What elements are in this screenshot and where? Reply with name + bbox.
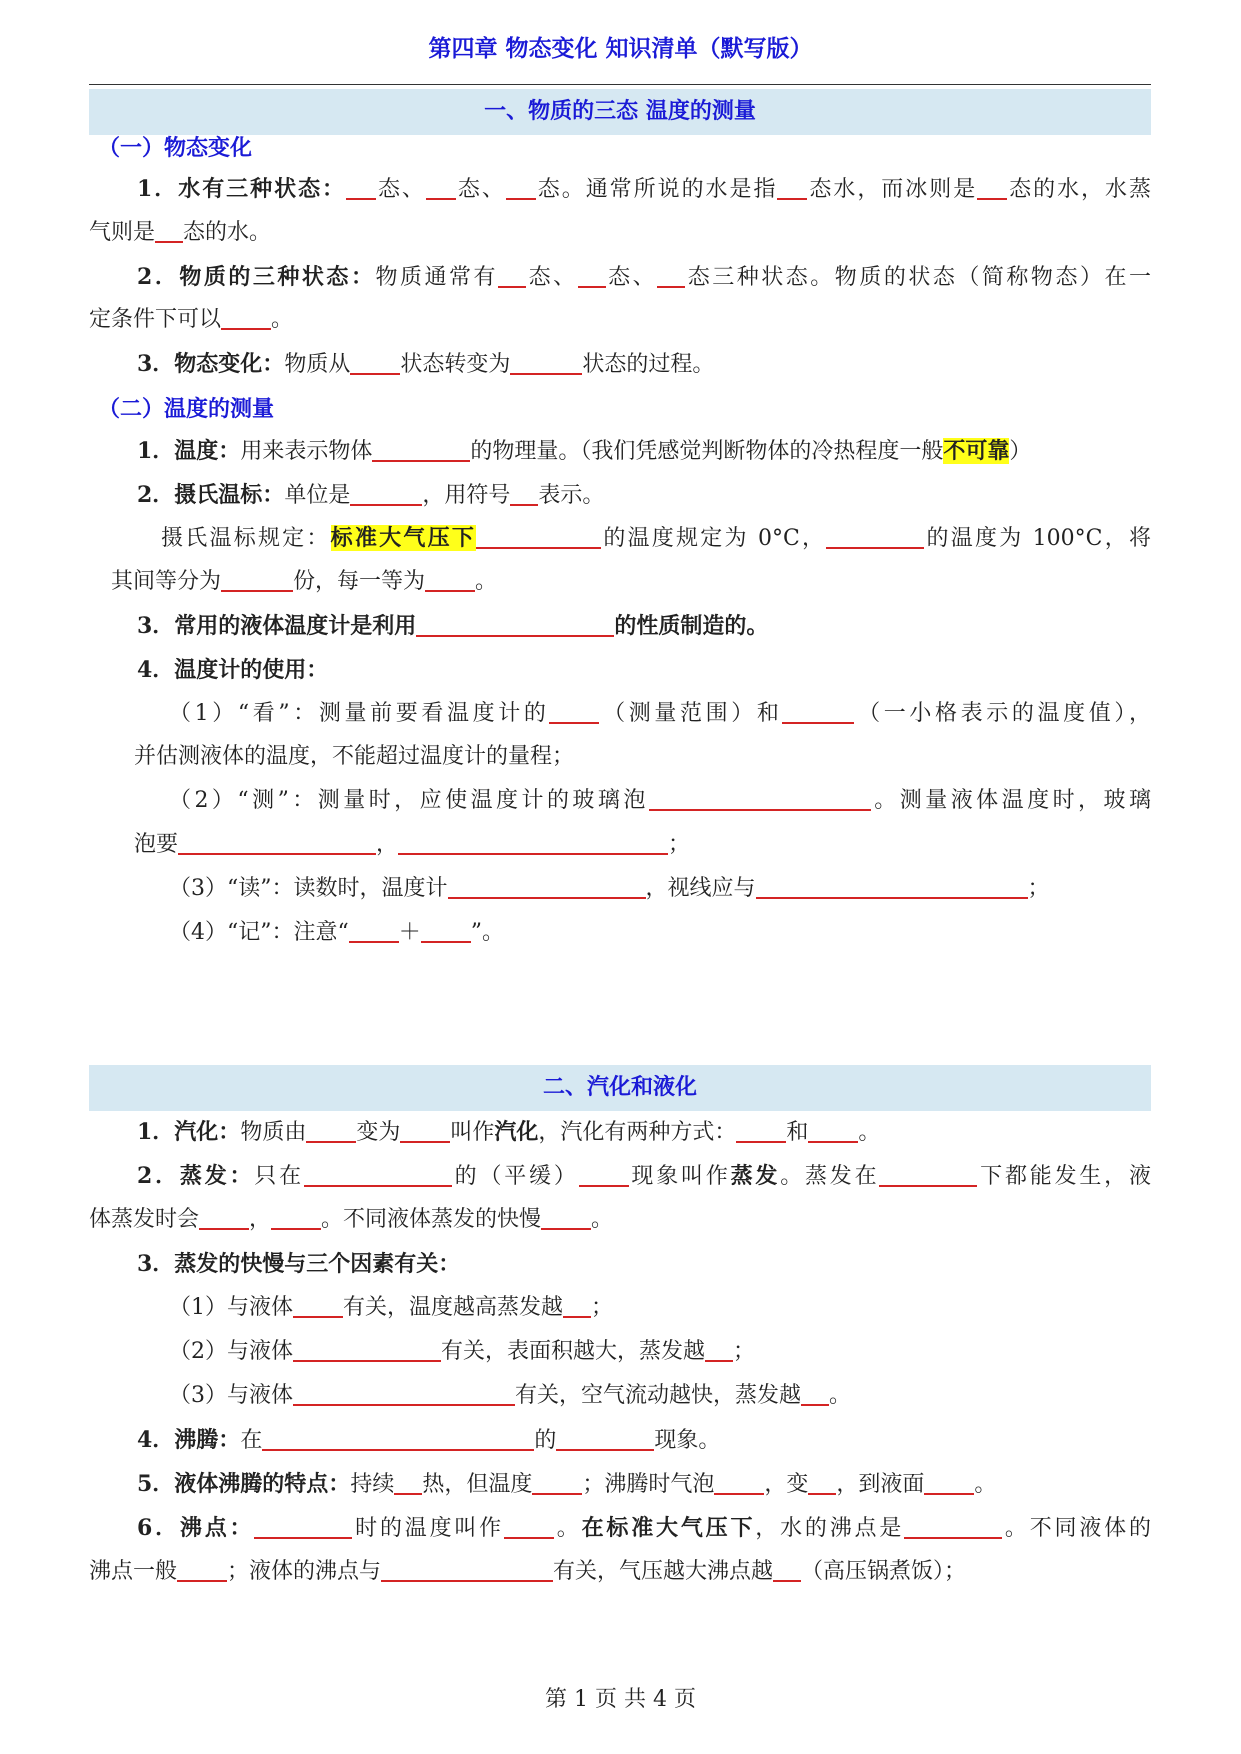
blank[interactable] [714,1471,764,1495]
text-line: 2．物质的三种状态：物质通常有 态、 态、 态三种状态。物质的状态（简称物态）在一 [137,264,1151,290]
blank[interactable] [826,525,924,549]
text-line: （1）与液体 有关，温度越高蒸发越 ； [169,1295,614,1320]
blank[interactable] [178,831,376,855]
blank[interactable] [579,1163,629,1187]
text-line: 定条件下可以 。 [89,307,294,332]
blank[interactable] [398,831,668,855]
blank[interactable] [421,919,471,943]
blank[interactable] [271,1206,321,1230]
blank[interactable] [578,264,606,288]
text-line: 4．沸腾：在 的 现象。 [137,1427,721,1453]
blank[interactable] [381,1558,553,1582]
blank[interactable] [304,1163,452,1187]
blank[interactable] [221,306,271,330]
blank[interactable] [262,1427,534,1451]
blank[interactable] [510,482,538,506]
blank[interactable] [448,875,646,899]
blank[interactable] [879,1163,977,1187]
blank[interactable] [904,1515,1002,1539]
highlight: 不可靠 [943,438,1010,464]
page-footer: 第 1 页 共 4 页 [545,1687,696,1712]
blank[interactable] [254,1515,352,1539]
blank[interactable] [808,1119,858,1143]
blank[interactable] [532,1471,582,1495]
blank[interactable] [736,1119,786,1143]
text-line: 并估测液体的温度，不能超过温度计的量程； [134,744,575,769]
blank[interactable] [199,1206,249,1230]
blank[interactable] [808,1471,836,1495]
blank[interactable] [426,176,456,200]
text-line: 5．液体沸腾的特点：持续 热，但温度 ；沸腾时气泡 ，变 ，到液面 。 [137,1471,997,1497]
blank[interactable] [155,219,183,243]
text-line: （4）“记”：注意“ ＋ ”。 [169,920,505,945]
text-line: （1）“看”：测量前要看温度计的 （测量范围）和 （一小格表示的温度值）， [169,701,1151,726]
blank[interactable] [541,1206,591,1230]
text-line: 体蒸发时会 ， 。不同液体蒸发的快慢 。 [89,1207,614,1232]
blank[interactable] [549,700,599,724]
blank[interactable] [425,568,475,592]
text-line: 气则是 态的水。 [89,220,272,245]
blank[interactable] [782,700,854,724]
highlight: 标准大气压下 [330,525,477,551]
blank[interactable] [506,176,536,200]
blank[interactable] [777,176,807,200]
blank[interactable] [416,613,614,637]
blank[interactable] [306,1119,356,1143]
blank[interactable] [498,264,526,288]
text-line: （2）“测”：测量时，应使温度计的玻璃泡 。测量液体温度时，玻璃 [169,788,1151,813]
text-line: 其间等分为 份，每一等为 。 [111,569,498,594]
text-line: 6．沸点： 时的温度叫作 。在标准大气压下，水的沸点是 。不同液体的 [137,1515,1151,1541]
text-line: 泡要 ， ； [134,832,691,857]
blank[interactable] [924,1471,974,1495]
blank[interactable] [773,1558,801,1582]
text-line: （3）“读”：读数时，温度计 ，视线应与 ； [169,876,1050,901]
blank[interactable] [400,1119,450,1143]
blank[interactable] [293,1338,441,1362]
blank[interactable] [293,1382,515,1406]
text-line: 2．蒸发：只在 的（平缓） 现象叫作蒸发。蒸发在 下都能发生，液 [137,1163,1151,1189]
text-line: 2．摄氏温标：单位是 ，用符号 表示。 [137,482,605,508]
text-line: 1．水有三种状态： 态、 态、 态。通常所说的水是指 态水，而冰则是 态的水，水蒸 [137,176,1151,202]
blank[interactable] [556,1427,654,1451]
blank[interactable] [350,351,400,375]
subsection-heading-a: （一）物态变化 [98,136,253,161]
document-title: 第四章 物态变化 知识清单（默写版） [428,36,813,62]
blank[interactable] [372,438,470,462]
blank[interactable] [350,482,422,506]
blank[interactable] [756,875,1028,899]
text-line: 3．物态变化：物质从 状态转变为 状态的过程。 [137,351,715,377]
blank[interactable] [504,1515,554,1539]
text-line: 沸点一般 ；液体的沸点与 有关，气压越大沸点越 （高压锅煮饭）； [89,1559,967,1584]
text-line: 3．蒸发的快慢与三个因素有关： [137,1251,461,1277]
section-heading-1: 一、物质的三态 温度的测量 [89,89,1151,135]
blank[interactable] [977,176,1007,200]
blank[interactable] [177,1558,227,1582]
blank[interactable] [221,568,293,592]
blank[interactable] [394,1471,422,1495]
text-line: 4．温度计的使用： [137,657,329,683]
blank[interactable] [346,176,376,200]
text-line: 1．温度：用来表示物体 的物理量。（我们凭感觉判断物体的冷热程度一般不可靠） [137,438,1032,464]
blank[interactable] [705,1338,733,1362]
blank[interactable] [293,1294,343,1318]
blank[interactable] [349,919,399,943]
text-line: 3．常用的液体温度计是利用 的性质制造的。 [137,613,769,639]
blank[interactable] [563,1294,591,1318]
blank[interactable] [801,1382,829,1406]
title-divider [89,84,1151,85]
blank[interactable] [510,351,582,375]
subsection-heading-b: （二）温度的测量 [98,397,275,422]
text-line: （3）与液体 有关，空气流动越快，蒸发越 。 [169,1383,852,1408]
text-line: 1．汽化：物质由 变为 叫作汽化，汽化有两种方式： 和 。 [137,1119,881,1145]
text-line: （2）与液体 有关，表面积越大，蒸发越 ； [169,1339,756,1364]
text-line: 摄氏温标规定：标准大气压下 的温度规定为 0°C， 的温度为 100°C，将 [161,525,1151,551]
section-heading-2: 二、汽化和液化 [89,1065,1151,1111]
blank[interactable] [657,264,685,288]
blank[interactable] [476,525,601,549]
blank[interactable] [649,787,871,811]
